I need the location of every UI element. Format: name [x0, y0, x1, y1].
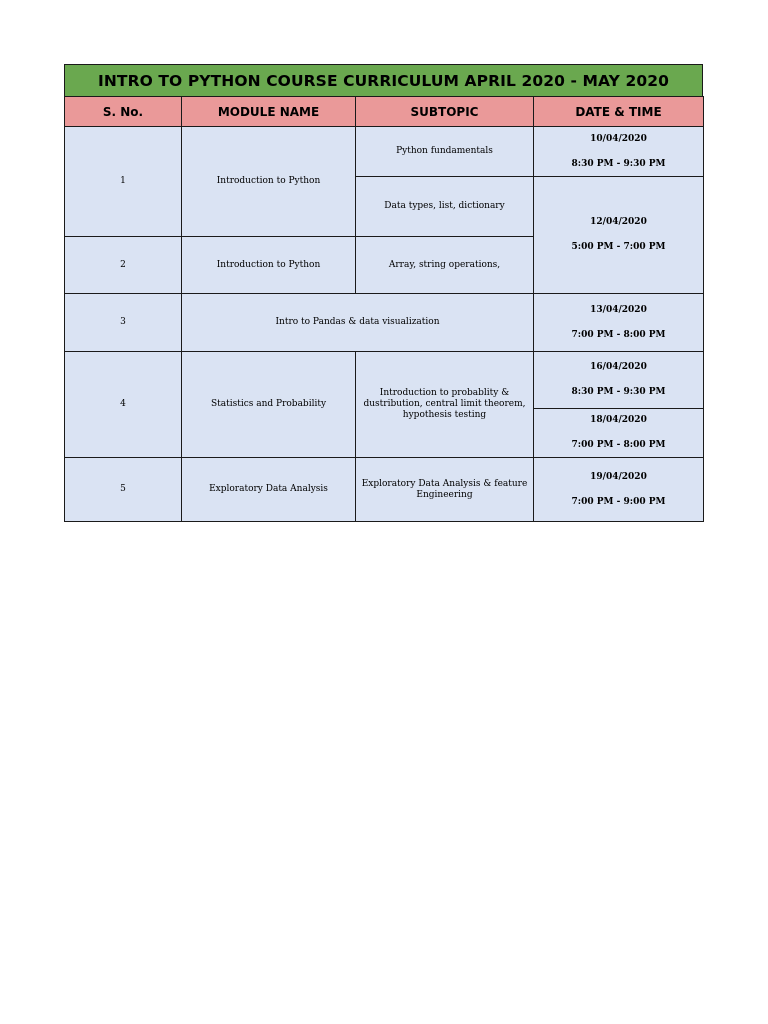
row3-sno: 3: [65, 294, 182, 352]
row4-time-b: 7:00 PM - 8:00 PM: [571, 440, 666, 450]
row2-subtopic: Array, string operations,: [356, 237, 534, 294]
table-row: [65, 294, 704, 352]
row5-datetime: [534, 458, 704, 522]
row3-datetime: [534, 294, 704, 352]
header-sno: S. No.: [65, 97, 182, 127]
row5-sno: 5: [65, 458, 182, 522]
row1-datetime-b: [534, 177, 704, 294]
header-datetime: DATE & TIME: [534, 97, 704, 127]
curriculum-table: [64, 96, 704, 522]
row1-datetime-a: [534, 127, 704, 177]
row4-sno: 4: [65, 352, 182, 458]
row4-date-a: 16/04/2020: [590, 362, 647, 373]
row1-sno: 1: [65, 127, 182, 237]
table-row: [65, 352, 704, 409]
row3-date: 13/04/2020: [590, 304, 647, 315]
row4-datetime-b: [534, 409, 704, 458]
row5-module: Exploratory Data Analysis: [182, 458, 356, 522]
row4-date-b: 18/04/2020: [590, 415, 647, 426]
row5-subtopic: Exploratory Data Analysis & feature Engineering: [356, 458, 534, 522]
row3-module: Intro to Pandas & data visualization: [182, 294, 534, 352]
header-subtopic: SUBTOPIC: [356, 97, 534, 127]
row2-module: Introduction to Python: [182, 237, 356, 294]
sheet-title: INTRO TO PYTHON COURSE CURRICULUM APRIL 2020 - MAY 2020: [64, 64, 703, 96]
row4-module: Statistics and Probability: [182, 352, 356, 458]
row1-time-a: 8:30 PM - 9:30 PM: [571, 158, 666, 169]
row1-date-a: 10/04/2020: [590, 133, 647, 144]
curriculum-sheet: [64, 64, 703, 522]
table-row: [65, 458, 704, 522]
table-row: [65, 127, 704, 177]
row1-subtopic-b: Data types, list, dictionary: [356, 177, 534, 237]
row1-module: Introduction to Python: [182, 127, 356, 237]
row4-subtopic: Introduction to probablity & dustribution, central limit theorem, hypothesis testing: [356, 352, 534, 458]
row5-time: 7:00 PM - 9:00 PM: [571, 496, 666, 507]
row3-time: 7:00 PM - 8:00 PM: [571, 329, 666, 340]
row5-date: 19/04/2020: [590, 471, 647, 482]
header-row: [65, 97, 704, 127]
row1-subtopic-a: Python fundamentals: [356, 127, 534, 177]
row2-sno: 2: [65, 237, 182, 294]
row4-time-a: 8:30 PM - 9:30 PM: [571, 387, 666, 397]
header-module: MODULE NAME: [182, 97, 356, 127]
row1-time-b: 5:00 PM - 7:00 PM: [571, 242, 666, 252]
row1-date-b: 12/04/2020: [590, 217, 647, 228]
row4-datetime-a: [534, 352, 704, 409]
